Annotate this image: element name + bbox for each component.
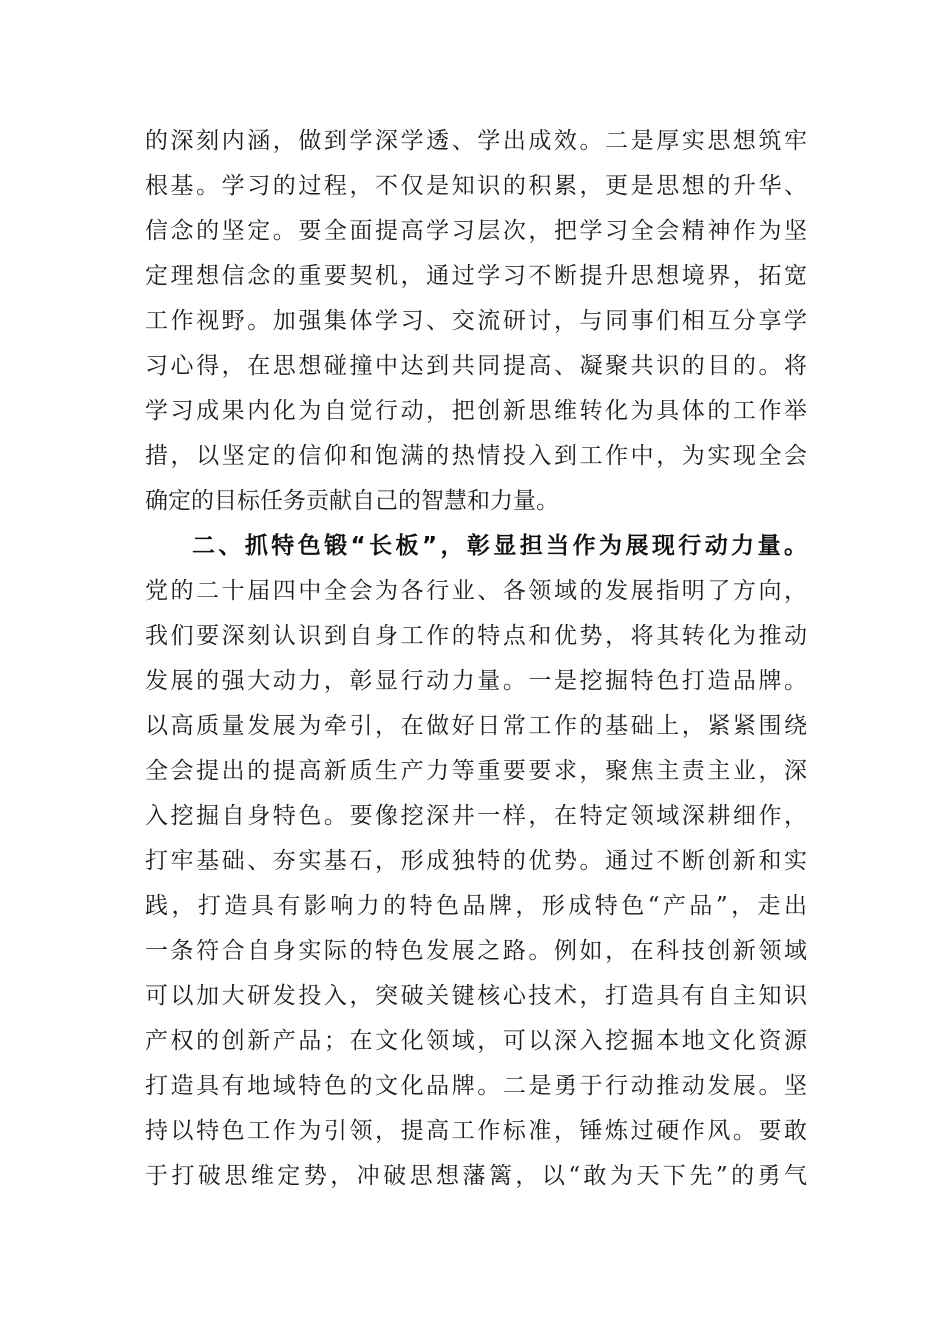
paragraph-2-line: 可以加大研发投入，突破关键核心技术，打造具有自主知识 — [145, 983, 807, 1009]
paragraph-2-line: 以高质量发展为牵引，在做好日常工作的基础上，紧紧围绕 — [145, 713, 807, 739]
paragraph-1-line: 定理想信念的重要契机，通过学习不断提升思想境界，拓宽 — [145, 263, 807, 289]
section-heading: 二、抓特色锻“长板”，彰显担当作为展现行动力量。 — [192, 533, 807, 559]
paragraph-1-line: 信念的坚定。要全面提高学习层次，把学习全会精神作为坚 — [145, 218, 807, 244]
paragraph-2-line: 于打破思维定势，冲破思想藩篱，以“敢为天下先”的勇气 — [145, 1163, 807, 1189]
paragraph-1-line: 确定的目标任务贡献自己的智慧和力量。 — [145, 488, 559, 514]
paragraph-1-line: 措，以坚定的信仰和饱满的热情投入到工作中，为实现全会 — [145, 443, 807, 469]
paragraph-2-line: 打牢基础、夯实基石，形成独特的优势。通过不断创新和实 — [145, 848, 807, 874]
paragraph-2-line: 全会提出的提高新质生产力等重要要求，聚焦主责主业，深 — [145, 758, 807, 784]
paragraph-2-line: 持以特色工作为引领，提高工作标准，锤炼过硬作风。要敢 — [145, 1118, 807, 1144]
paragraph-1-line: 学习成果内化为自觉行动，把创新思维转化为具体的工作举 — [145, 398, 807, 424]
paragraph-2-line: 产权的创新产品；在文化领域，可以深入挖掘本地文化资源 — [145, 1028, 807, 1054]
paragraph-1-line: 根基。学习的过程，不仅是知识的积累，更是思想的升华、 — [145, 173, 807, 199]
paragraph-2-line: 我们要深刻认识到自身工作的特点和优势，将其转化为推动 — [145, 623, 807, 649]
paragraph-2-line: 发展的强大动力，彰显行动力量。一是挖掘特色打造品牌。 — [145, 668, 807, 694]
paragraph-1-line: 工作视野。加强集体学习、交流研讨，与同事们相互分享学 — [145, 308, 807, 334]
paragraph-2-line: 践，打造具有影响力的特色品牌，形成特色“产品”，走出 — [145, 893, 807, 919]
paragraph-1-line: 的深刻内涵，做到学深学透、学出成效。二是厚实思想筑牢 — [145, 128, 807, 154]
paragraph-2-line: 打造具有地域特色的文化品牌。二是勇于行动推动发展。坚 — [145, 1073, 807, 1099]
paragraph-1-line: 习心得，在思想碰撞中达到共同提高、凝聚共识的目的。将 — [145, 353, 807, 379]
paragraph-2-line: 入挖掘自身特色。要像挖深井一样，在特定领域深耕细作， — [145, 803, 807, 829]
paragraph-2-line: 一条符合自身实际的特色发展之路。例如，在科技创新领域 — [145, 938, 807, 964]
paragraph-2-line: 党的二十届四中全会为各行业、各领域的发展指明了方向， — [145, 578, 807, 604]
